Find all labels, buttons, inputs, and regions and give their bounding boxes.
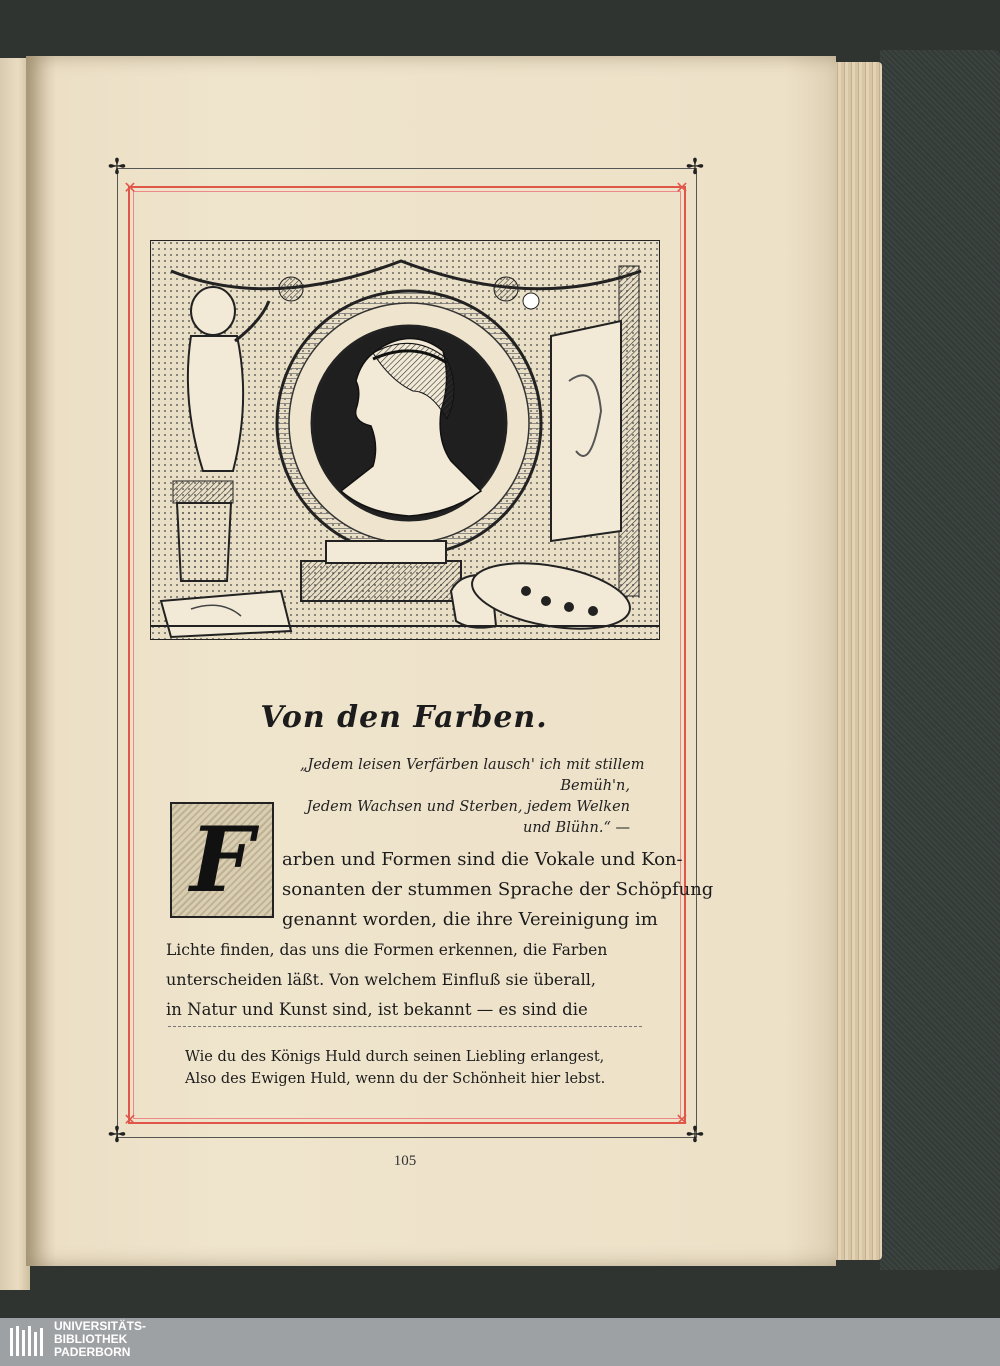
body-line: sonanten der stummen Sprache der Schöpfung [282, 879, 714, 900]
library-footer-bar [0, 1318, 1000, 1366]
library-name-line: BIBLIOTHEK [54, 1332, 128, 1346]
corner-ornament-icon: ✢ [685, 155, 705, 180]
book-cover-edge [880, 50, 1000, 1270]
verse-line: Wie du des Königs Huld durch seinen Liebling erlangest, [185, 1049, 605, 1065]
body-line: arben und Formen sind die Vokale und Kon- [282, 849, 683, 870]
motto-line: und Blühn.“ — [522, 820, 630, 836]
corner-ornament-icon: ✢ [685, 1123, 705, 1148]
red-corner-cross-icon: ✕ [123, 1110, 137, 1129]
motto-line: „Jedem leisen Verfärben lausch' ich mit stillem [300, 757, 645, 773]
red-corner-cross-icon: ✕ [675, 178, 689, 197]
red-corner-cross-icon: ✕ [123, 178, 137, 197]
decorated-initial [170, 802, 274, 918]
chapter-title: Von den Farben. [260, 700, 548, 735]
verse-line: Also des Ewigen Huld, wenn du der Schönheit hier lebst. [185, 1071, 606, 1087]
body-line: unterscheiden läßt. Von welchem Einfluß sie überall, [166, 970, 596, 989]
motto-line: Jedem Wachsen und Sterben, jedem Welken [306, 799, 630, 815]
engraving-illustration [150, 240, 660, 640]
engraving-drawing [151, 241, 659, 639]
library-logo-icon [6, 1322, 46, 1362]
library-name-line: UNIVERSITÄTS- [54, 1319, 147, 1333]
library-name [54, 1320, 146, 1359]
verse-footer [185, 1046, 645, 1090]
body-line: genannt worden, die ihre Vereinigung im [282, 909, 658, 930]
footnote-divider [168, 1026, 642, 1027]
motto-quote [300, 755, 645, 839]
body-line: in Natur und Kunst sind, ist bekannt — es sind die [166, 1000, 588, 1019]
motto-line: Bemüh'n, [560, 778, 630, 794]
page-number: 105 [393, 1153, 417, 1169]
initial-letter: F [190, 807, 254, 913]
body-line: Lichte finden, das uns die Formen erkennen, die Farben [166, 941, 608, 959]
red-corner-cross-icon: ✕ [675, 1110, 689, 1129]
corner-ornament-icon: ✢ [107, 155, 127, 180]
corner-ornament-icon: ✢ [107, 1123, 127, 1148]
library-name-line: PADERBORN [54, 1345, 131, 1359]
